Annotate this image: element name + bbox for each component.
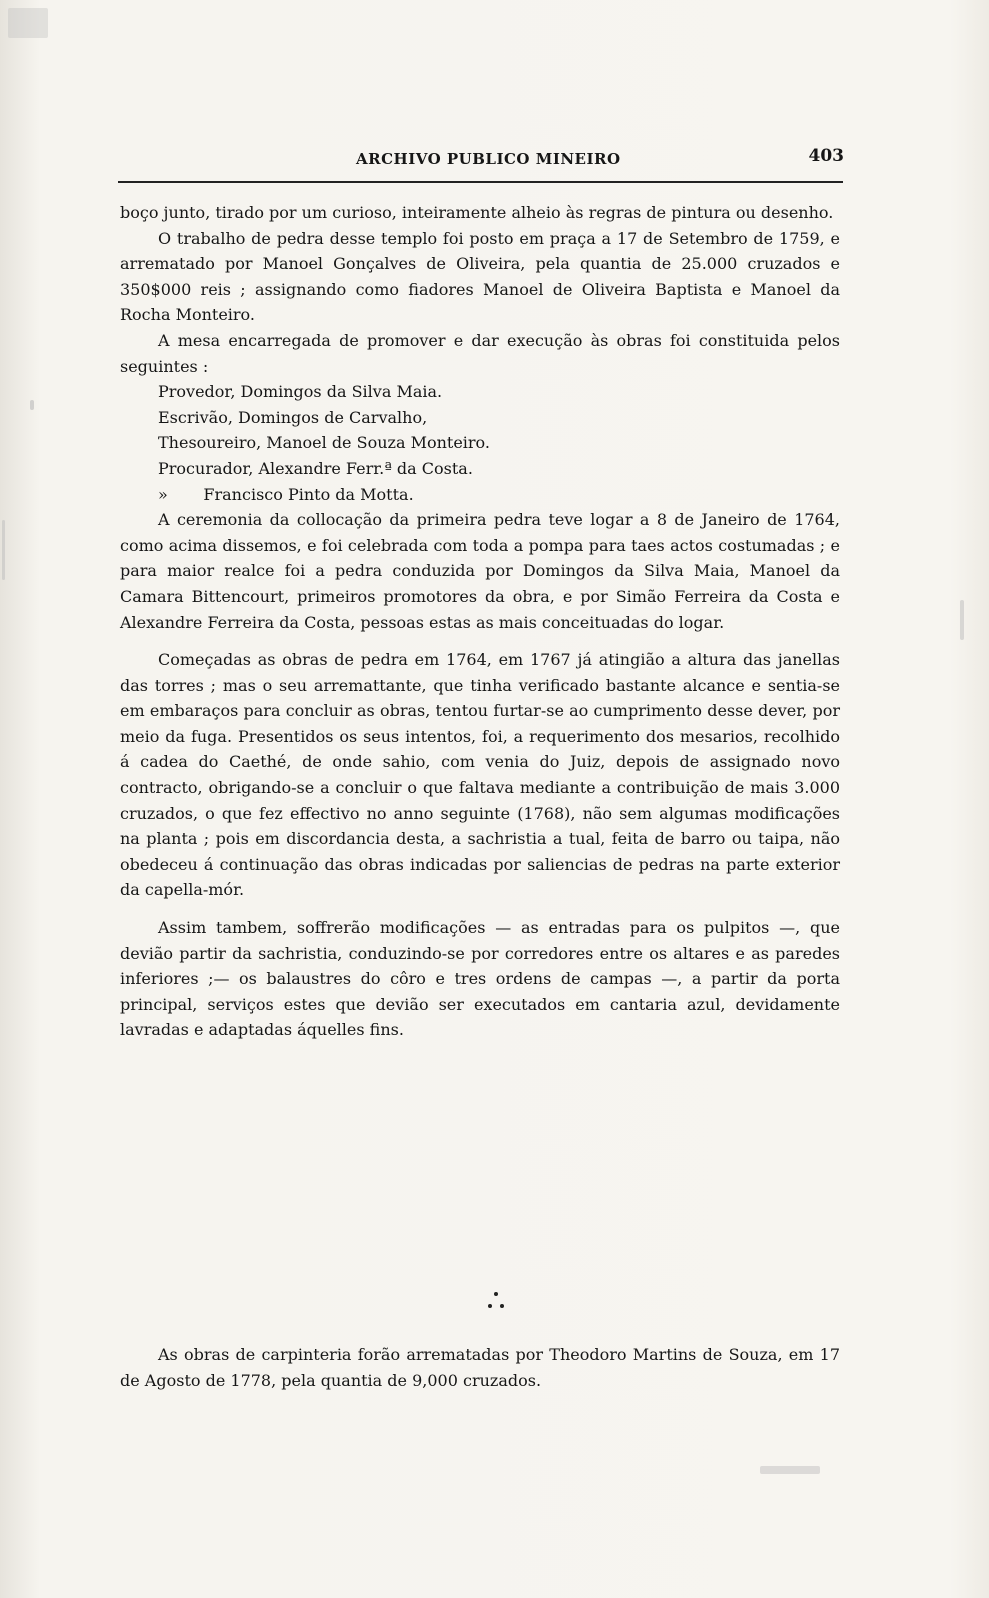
list-item: Thesoureiro, Manoel de Souza Monteiro. [158, 433, 490, 453]
paragraph: As obras de carpinteria forão arrematadas por Theodoro Martins de Souza, em 17 de Agosto de 1778, pela quantia de 9,000 cruzados. [120, 1345, 840, 1390]
paragraph: A mesa encarregada de promover e dar execução às obras foi constituida pelos seguintes : [120, 330, 840, 376]
page-number: 403 [808, 146, 844, 166]
list-item: Escrivão, Domingos de Carvalho, [158, 407, 428, 427]
scan-speck [2, 520, 5, 580]
list-item: » Francisco Pinto da Motta. [158, 484, 414, 504]
paragraph: Assim tambem, soffrerão modificações — as entradas para os pulpitos —, que devião partir da sachristia, conduzindo-se por corredores entre os altares e as paredes inferiores ;— os balaustres do côro e tres ordens de campas —, a partir da porta principal, serviços estes que devião ser executados em cantaria azul, devidamente lavradas e adaptadas áquelles fins. [120, 918, 840, 1040]
paragraph: Começadas as obras de pedra em 1764, em 1767 já atingião a altura das janellas das torres ; mas o seu arremattante, que tinha verificado bastante alcance e sentia-se em embaraços para concluir as obras, tentou furtar-se ao cumprimento desse dever, por meio da fuga. Presentidos os seus intentos, foi, a requerimento dos mesarios, recolhido á cadea do Caethé, de onde sahio, com venia do Juiz, depois de assignado novo contracto, obrigando-se a concluir o que faltava mediante a contribuição de mais 3.000 cruzados, o que fez effectivo no anno seguinte (1768), não sem algumas modificações na planta ; pois em discordancia desta, a sachristia a tual, feita de barro ou taipa, não obedeceu á continuação das obras indicadas por saliencias de pedras na parte exterior da capella-mór. [120, 650, 840, 900]
list-item: Provedor, Domingos da Silva Maia. [158, 382, 443, 402]
scan-speck [8, 8, 48, 38]
header-rule [118, 181, 843, 183]
scan-speck [760, 1466, 820, 1474]
list-item: Procurador, Alexandre Ferr.ª da Costa. [158, 458, 473, 478]
running-title: ARCHIVO PUBLICO MINEIRO [356, 150, 621, 168]
scan-speck [30, 400, 34, 410]
section-ornament [482, 1288, 512, 1318]
paragraph: boço junto, tirado por um curioso, inteiramente alheio às regras de pintura ou desenho. [120, 203, 834, 222]
paragraph: A ceremonia da collocação da primeira pedra teve logar a 8 de Janeiro de 1764, como acima dissemos, e foi celebrada com toda a pompa para taes actos costumadas ; e para maior realce foi a pedra conduzida por Domingos da Silva Maia, Manoel da Camara Bittencourt, primeiros promotores da obra, e por Simão Ferreira da Costa e Alexandre Ferreira da Costa, pessoas estas as mais conceituadas do logar. [120, 510, 840, 632]
closing-paragraph-block [120, 1342, 840, 1393]
scan-speck [960, 600, 964, 640]
paragraph: O trabalho de pedra desse templo foi posto em praça a 17 de Setembro de 1759, e arrematado por Manoel Gonçalves de Oliveira, pela quantia de 25.000 cruzados e 350$000 reis ; assignando como fiadores Manoel de Oliveira Baptista e Manoel da Rocha Monteiro. [120, 228, 840, 325]
body-text [120, 200, 840, 1043]
page-header [120, 146, 844, 176]
